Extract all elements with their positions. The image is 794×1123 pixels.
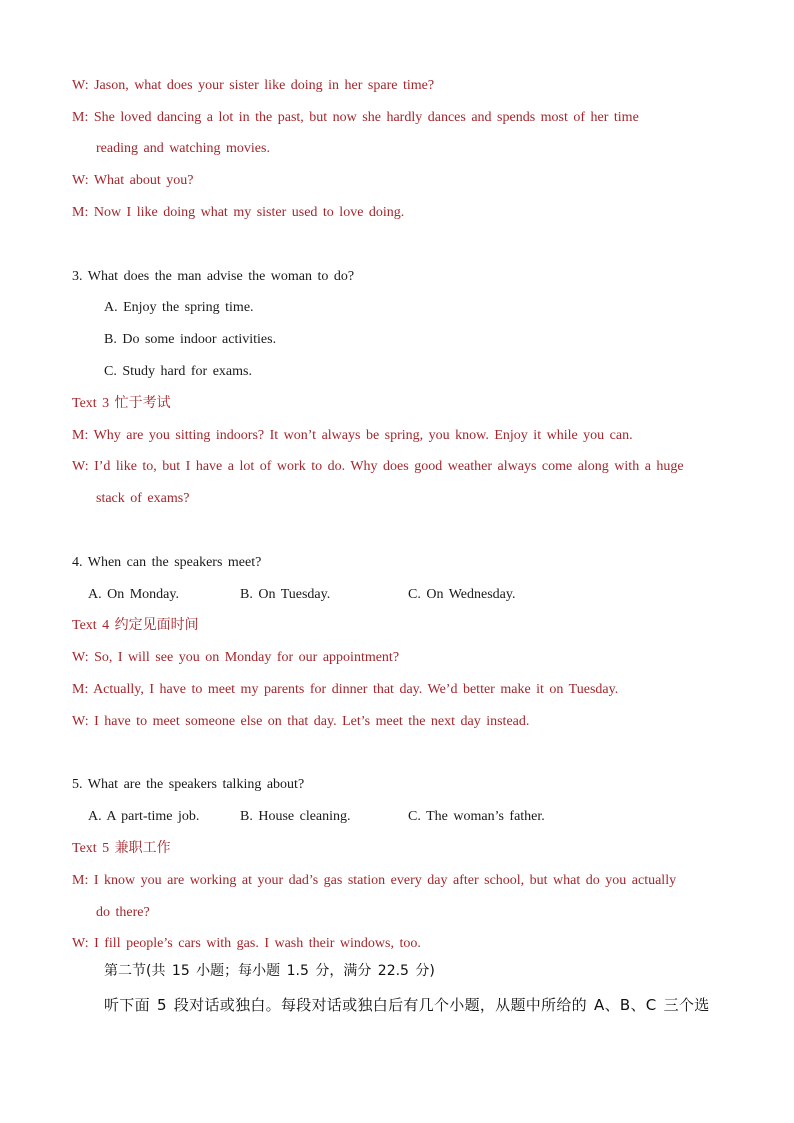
q3-option-b: B. Do some indoor activities. (104, 332, 277, 347)
q4-option-a: A. On Monday. (88, 587, 179, 602)
dialogue-line: W: I have to meet someone else on that day. Let’s meet the next day instead. (72, 714, 530, 729)
q3-option-c: C. Study hard for exams. (104, 364, 252, 379)
dialogue-line: W: I fill people’s cars with gas. I wash their windows, too. (72, 936, 421, 951)
dialogue-line: W: So, I will see you on Monday for our appointment? (72, 650, 400, 665)
dialogue-line: W: I’d like to, but I have a lot of work to do. Why does good weather always come along with a huge (72, 459, 684, 474)
question-4: 4. When can the speakers meet? (72, 555, 262, 570)
q4-option-b: B. On Tuesday. (240, 587, 331, 602)
q4-option-c: C. On Wednesday. (408, 587, 516, 602)
q5-option-c: C. The woman’s father. (408, 809, 545, 824)
dialogue-line-continuation: stack of exams? (96, 491, 190, 506)
dialogue-line-continuation: reading and watching movies. (96, 141, 270, 156)
dialogue-line-continuation: do there? (96, 905, 150, 920)
q5-option-a: A. A part-time job. (88, 809, 200, 824)
text-3-heading: Text 3 忙于考试 (72, 396, 171, 411)
dialogue-line: M: Why are you sitting indoors? It won’t always be spring, you know. Enjoy it while you can. (72, 428, 633, 443)
section-2-instruction: 听下面 5 段对话或独白。每段对话或独白后有几个小题，从题中所给的 A、B、C 三个选 (104, 996, 710, 1014)
dialogue-line: W: What about you? (72, 173, 194, 188)
question-3: 3. What does the man advise the woman to do? (72, 269, 355, 284)
text-5-heading: Text 5 兼职工作 (72, 841, 171, 856)
dialogue-line: M: I know you are working at your dad’s gas station every day after school, but what do you actually (72, 873, 677, 888)
text-4-heading: Text 4 约定见面时间 (72, 618, 199, 633)
dialogue-line: M: She loved dancing a lot in the past, but now she hardly dances and spends most of her time (72, 110, 639, 125)
question-5: 5. What are the speakers talking about? (72, 777, 305, 792)
section-2-title: 第二节(共 15 小题；每小题 1.5 分，满分 22.5 分) (104, 963, 435, 979)
q5-option-b: B. House cleaning. (240, 809, 351, 824)
dialogue-line: W: Jason, what does your sister like doing in her spare time? (72, 78, 435, 93)
dialogue-line: M: Actually, I have to meet my parents for dinner that day. We’d better make it on Tuesday. (72, 682, 619, 697)
q3-option-a: A. Enjoy the spring time. (104, 300, 254, 315)
dialogue-line: M: Now I like doing what my sister used to love doing. (72, 205, 405, 220)
